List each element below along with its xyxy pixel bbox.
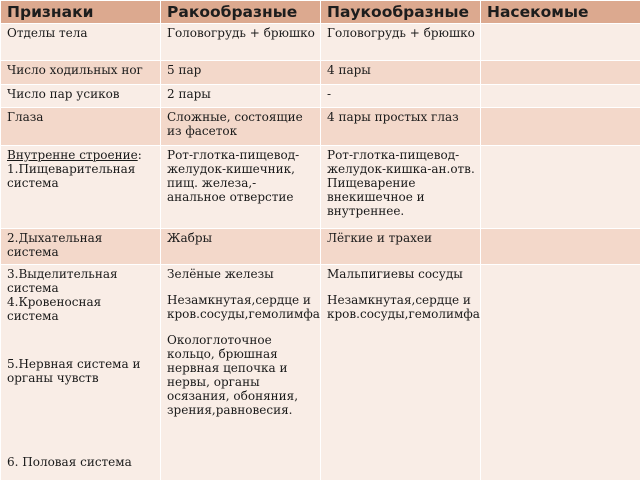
header-insects: Насекомые [481, 1, 640, 24]
cell-crustaceans: 2 пары [161, 85, 321, 108]
digestive-label: 1.Пищеварительная система [7, 162, 155, 190]
cell-crustaceans: 5 пар [161, 61, 321, 85]
cell-insects [481, 265, 640, 481]
table-row [1, 85, 640, 108]
row-label: 2.Дыхательная система [1, 229, 161, 265]
table-row [1, 61, 640, 85]
row-label [1, 146, 161, 229]
row-label: Глаза [1, 108, 161, 146]
cell-arachnids: Рот-глотка-пищевод-желудок-кишка-ан.отв. Пищеварение внекишечное и внутреннее. [321, 146, 481, 229]
crustaceans-circulatory: Незамкнутая,сердце и кров.сосуды,гемолимфа [167, 293, 315, 321]
table-row [1, 108, 640, 146]
nervous-label: 5.Нервная система и органы чувств [7, 357, 155, 385]
arachnids-excretory: Мальпигиевы сосуды [327, 267, 475, 281]
header-row [1, 1, 640, 24]
cell-insects [481, 229, 640, 265]
excretory-label: 3.Выделительная система [7, 267, 155, 295]
spacer [327, 281, 475, 293]
row-label [1, 265, 161, 481]
cell-insects [481, 61, 640, 85]
cell-insects [481, 85, 640, 108]
header-arachnids: Паукообразные [321, 1, 481, 24]
cell-crustaceans: Рот-глотка-пищевод-желудок-кишечник, пищ. железа,- анальное отверстие [161, 146, 321, 229]
row-label: Число ходильных ног [1, 61, 161, 85]
cell-arachnids: - [321, 85, 481, 108]
cell-arachnids: 4 пары [321, 61, 481, 85]
table-row [1, 146, 640, 229]
arachnids-circulatory: Незамкнутая,сердце и кров.сосуды,гемолимфа [327, 293, 475, 321]
crustaceans-nervous: Окологлоточное кольцо, брюшная нервная цепочка и нервы, органы осязания, обоняния, зрения,равновесия. [167, 333, 315, 417]
table-row [1, 229, 640, 265]
internal-structure-colon: : [138, 148, 142, 162]
cell-arachnids: Лёгкие и трахеи [321, 229, 481, 265]
cell-crustaceans: Сложные, состоящие из фасеток [161, 108, 321, 146]
reproductive-label: 6. Половая система [7, 455, 155, 469]
internal-structure-title: Внутренне строение [7, 148, 138, 162]
header-features: Признаки [1, 1, 161, 24]
circulatory-label: 4.Кровеносная система [7, 295, 155, 323]
spacer [167, 281, 315, 293]
header-crustaceans: Ракообразные [161, 1, 321, 24]
cell-crustaceans [161, 265, 321, 481]
cell-crustaceans: Головогрудь + брюшко [161, 24, 321, 61]
cell-insects [481, 108, 640, 146]
spacer [7, 323, 155, 357]
spacer [7, 385, 155, 455]
cell-insects [481, 24, 640, 61]
cell-crustaceans: Жабры [161, 229, 321, 265]
row-label: Число пар усиков [1, 85, 161, 108]
cell-arachnids: 4 пары простых глаз [321, 108, 481, 146]
cell-arachnids: Головогрудь + брюшко [321, 24, 481, 61]
spacer [167, 321, 315, 333]
crustaceans-excretory: Зелёные железы [167, 267, 315, 281]
table-row [1, 24, 640, 61]
cell-insects [481, 146, 640, 229]
table-row [1, 265, 640, 481]
cell-arachnids [321, 265, 481, 481]
row-label: Отделы тела [1, 24, 161, 61]
